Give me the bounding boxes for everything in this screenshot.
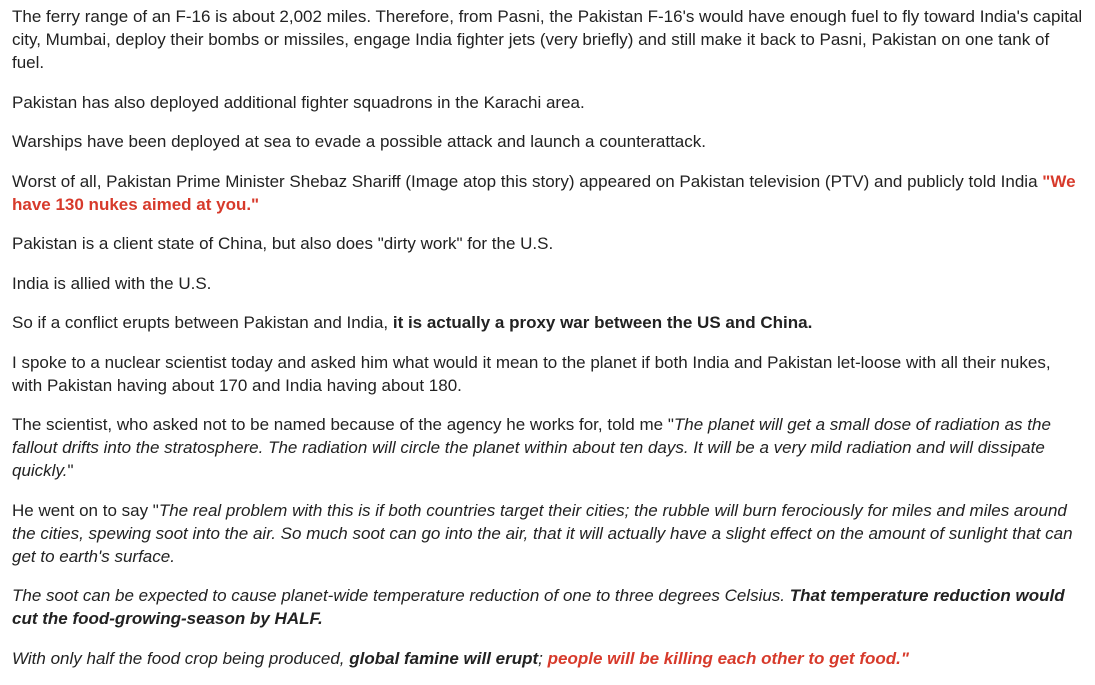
paragraph-client-state: Pakistan is a client state of China, but also does "dirty work" for the U.S. (12, 234, 554, 253)
food-season-emphasis: That temperature reduction would cut the food-growing-season by HALF. (12, 586, 1065, 628)
killing-quote: people will be killing each other to get food." (547, 648, 909, 668)
proxy-war-text: So if a conflict erupts between Pakistan and India, (12, 313, 393, 332)
paragraph-soot-problem (12, 499, 1083, 568)
paragraph-temperature (12, 584, 1083, 630)
radiation-quote: The planet will get a small dose of radiation as the fallout drifts into the stratosphere. The radiation will circle the planet within about ten days. It will be a very mild radiation and will dissipate quickly. (12, 415, 1051, 480)
paragraph-fighter-squadrons: Pakistan has also deployed additional fighter squadrons in the Karachi area. (12, 92, 585, 112)
famine-emphasis: global famine will erupt (349, 648, 539, 668)
paragraph-famine (12, 647, 1083, 670)
famine-separator: ; (538, 648, 548, 668)
paragraph-india-allied: India is allied with the U.S. (12, 273, 212, 293)
famine-intro-text: With only half the food crop being produced, (12, 648, 350, 668)
paragraph-prime-minister (12, 170, 1083, 216)
paragraph-warships: Warships have been deployed at sea to evade a possible attack and launch a counterattack. (12, 132, 706, 151)
paragraph-ferry-range: The ferry range of an F-16 is about 2,002 miles. Therefore, from Pasni, the Pakistan F-16's would have enough fuel to fly toward India's capital city, Mumbai, deploy their bombs or missiles, engage India fighter jets (very briefly) and still make it back to Pasni, Pakistan on one tank of fuel. (12, 7, 1083, 72)
soot-intro-text: He went on to say " (12, 500, 159, 520)
soot-quote: The real problem with this is if both countries target their cities; the rubble will burn ferociously for miles and miles around the cities, spewing soot into the air. So much soot can go into the air, that it will actually have a slight effect on the amount of sunlight that can get to earth's surface. (12, 500, 1073, 566)
paragraph-proxy-war (12, 311, 1083, 334)
pm-statement-text: Worst of all, Pakistan Prime Minister Shebaz Shariff (Image atop this story) appeared on Pakistan television (PTV) and publicly told India (12, 171, 1043, 191)
paragraph-nuclear-scientist: I spoke to a nuclear scientist today and asked him what would it mean to the planet if both India and Pakistan let-loose with all their nukes, with Pakistan having about 170 and India having about 180. (12, 352, 1051, 395)
radiation-quote-end: " (67, 461, 74, 480)
paragraph-scientist-quote (12, 413, 1083, 482)
nukes-quote: "We have 130 nukes aimed at you." (12, 171, 1076, 214)
temperature-quote: The soot can be expected to cause planet-wide temperature reduction of one to three degrees Celsius. (12, 586, 790, 605)
proxy-war-emphasis: it is actually a proxy war between the US and China. (392, 313, 813, 332)
scientist-intro-text: The scientist, who asked not to be named because of the agency he works for, told me " (12, 415, 674, 434)
